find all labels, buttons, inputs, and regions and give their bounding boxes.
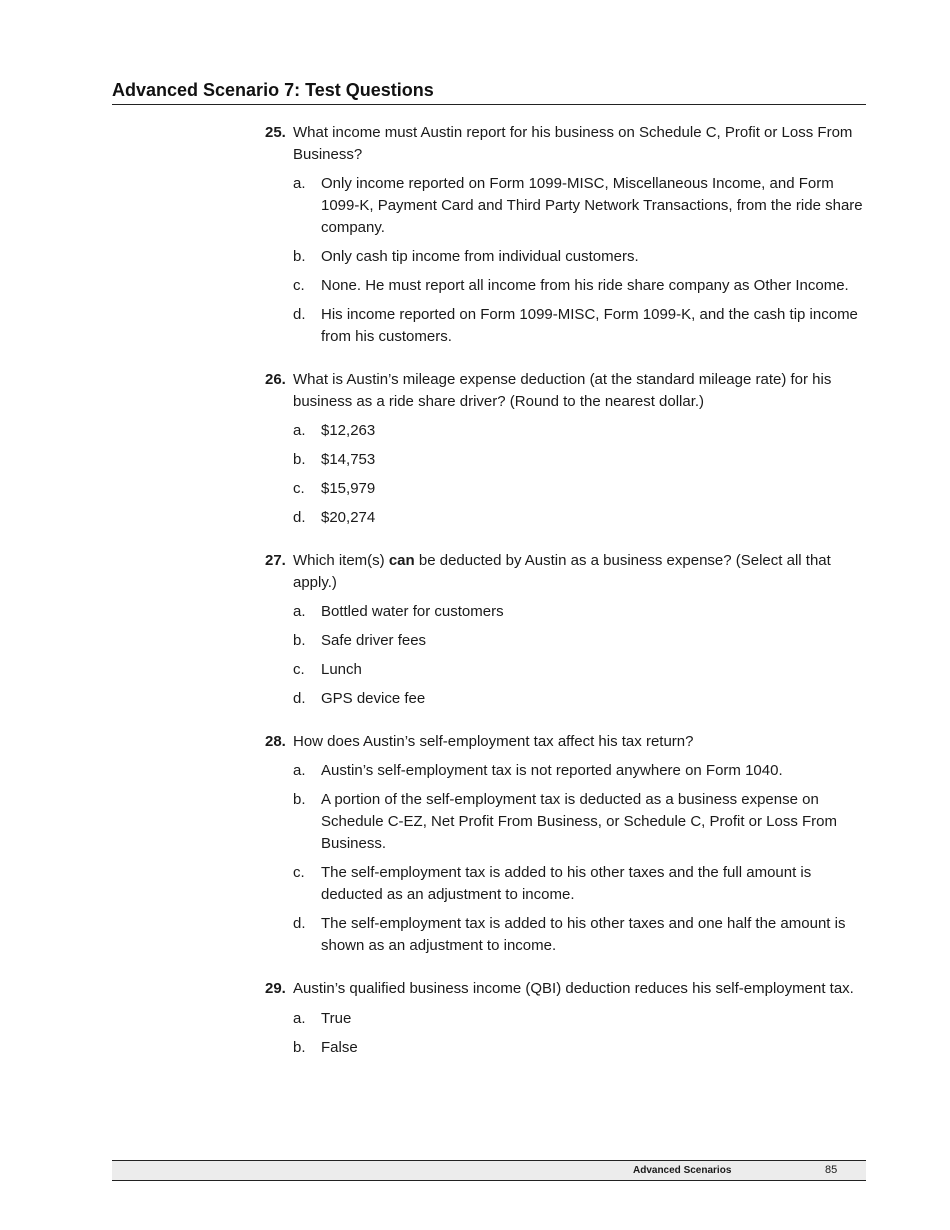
stem-text: Which item(s): [293, 552, 389, 569]
option-text: None. He must report all income from his ride share company as Other Income.: [321, 277, 849, 294]
stem-text: be deducted by Austin as a business expense? (Select all that apply.): [293, 552, 831, 591]
option-letter: b.: [293, 791, 306, 808]
answer-options: [293, 760, 867, 957]
question-number: 29.: [265, 980, 286, 997]
answer-option: [293, 862, 867, 906]
question-stem: What income must Austin report for his business on Schedule C, Profit or Loss From Business?: [293, 124, 853, 163]
option-text: Only income reported on Form 1099-MISC, Miscellaneous Income, and Form 1099-K, Payment Card and Third Party Network Transactions, from the ride share company.: [321, 175, 863, 236]
answer-option: [293, 760, 867, 782]
option-letter: b.: [293, 451, 306, 468]
question-26: [265, 369, 867, 529]
question-list: [265, 122, 867, 1059]
option-letter: b.: [293, 632, 306, 649]
answer-option: [293, 304, 867, 348]
option-text: Lunch: [321, 661, 362, 678]
option-text: The self-employment tax is added to his other taxes and the full amount is deducted as an adjustment to income.: [321, 864, 812, 903]
option-text: $15,979: [321, 480, 376, 497]
stem-emphasis: can: [388, 552, 415, 569]
option-text: False: [321, 1039, 358, 1056]
option-letter: c.: [293, 661, 305, 678]
question-number: 28.: [265, 733, 286, 750]
option-letter: b.: [293, 1039, 306, 1056]
option-letter: a.: [293, 175, 306, 192]
answer-options: [293, 601, 867, 710]
option-text: $14,753: [321, 451, 376, 468]
option-letter: a.: [293, 603, 306, 620]
question-number: 26.: [265, 371, 286, 388]
page-number: 85: [825, 1164, 838, 1176]
answer-option: [293, 246, 867, 268]
option-text: A portion of the self-employment tax is deducted as a business expense on Schedule C-EZ, Net Profit From Business, or Schedule C, Profit or Loss From Business.: [321, 791, 838, 852]
option-text: Only cash tip income from individual customers.: [321, 248, 639, 265]
question-stem: What is Austin’s mileage expense deduction (at the standard mileage rate) for his business as a ride share driver? (Round to the nearest dollar.): [293, 371, 832, 410]
question-stem: Austin’s qualified business income (QBI) deduction reduces his self-employment tax.: [293, 980, 854, 997]
option-text: Austin’s self-employment tax is not reported anywhere on Form 1040.: [321, 762, 783, 779]
option-letter: a.: [293, 422, 306, 439]
option-letter: d.: [293, 690, 306, 707]
question-28: [265, 731, 867, 957]
option-text: True: [321, 1010, 352, 1027]
option-letter: c.: [293, 277, 305, 294]
answer-option: [293, 630, 867, 652]
option-text: GPS device fee: [321, 690, 426, 707]
answer-option: [293, 688, 867, 710]
option-text: His income reported on Form 1099-MISC, Form 1099-K, and the cash tip income from his customers.: [321, 306, 858, 345]
answer-option: [293, 478, 867, 500]
answer-option: [293, 789, 867, 855]
page-header: [112, 79, 866, 105]
option-letter: c.: [293, 480, 305, 497]
answer-options: [293, 173, 867, 348]
answer-option: [293, 507, 867, 529]
footer-section-title: Advanced Scenarios: [633, 1165, 732, 1176]
answer-options: [293, 1008, 867, 1059]
option-text: The self-employment tax is added to his other taxes and one half the amount is shown as an adjustment to income.: [321, 915, 846, 954]
answer-option: [293, 913, 867, 957]
question-27: [265, 550, 867, 710]
answer-option: [293, 601, 867, 623]
page-title: Advanced Scenario 7: Test Questions: [112, 80, 434, 100]
option-letter: a.: [293, 762, 306, 779]
answer-option: [293, 659, 867, 681]
question-number: 25.: [265, 124, 286, 141]
option-letter: d.: [293, 915, 306, 932]
answer-option: [293, 275, 867, 297]
page-footer: [112, 1160, 866, 1181]
question-number: 27.: [265, 552, 286, 569]
answer-option: [293, 1037, 867, 1059]
option-letter: c.: [293, 864, 305, 881]
question-stem: How does Austin’s self-employment tax affect his tax return?: [293, 733, 694, 750]
answer-option: [293, 1008, 867, 1030]
answer-option: [293, 420, 867, 442]
option-letter: d.: [293, 509, 306, 526]
option-text: Safe driver fees: [321, 632, 427, 649]
answer-option: [293, 173, 867, 239]
option-text: $12,263: [321, 422, 376, 439]
option-letter: d.: [293, 306, 306, 323]
option-text: $20,274: [321, 509, 376, 526]
answer-options: [293, 420, 867, 529]
option-letter: b.: [293, 248, 306, 265]
option-letter: a.: [293, 1010, 306, 1027]
question-25: [265, 122, 867, 348]
answer-option: [293, 449, 867, 471]
option-text: Bottled water for customers: [321, 603, 504, 620]
question-stem: [293, 550, 867, 594]
question-29: [265, 978, 867, 1059]
